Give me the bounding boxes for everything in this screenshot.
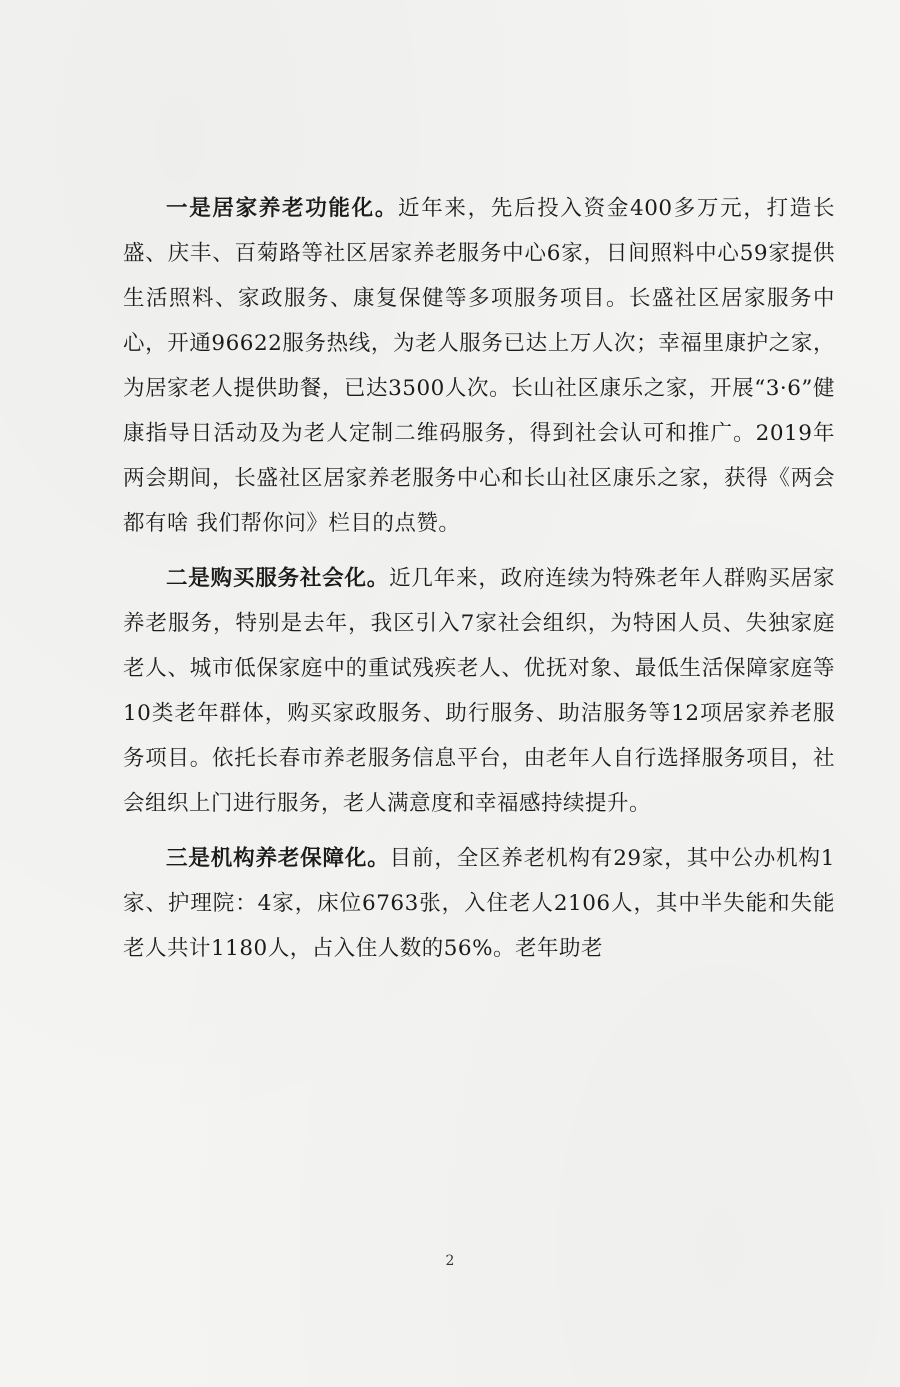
paragraph-home-care <box>123 186 835 546</box>
paragraph-purchased-services <box>123 556 835 826</box>
paragraph-body-institutional-care: 目前，全区养老机构有29家，其中公办机构1家、护理院：4家，床位6763张，入住老人2106人，其中半失能和失能老人共计1180人，占入住人数的56%。老年助老 <box>123 846 835 961</box>
paragraph-heading-institutional-care: 三是机构养老保障化。 <box>166 846 390 871</box>
page-number: 2 <box>445 1253 455 1269</box>
paragraph-heading-purchased-services: 二是购买服务社会化。 <box>166 566 390 591</box>
paragraph-body-purchased-services: 近几年来，政府连续为特殊老年人群购买居家养老服务，特别是去年，我区引入7家社会组织，为特困人员、失独家庭老人、城市低保家庭中的重试残疾老人、优抚对象、最低生活保障家庭等10类老年群体，购买家政服务、助行服务、助洁服务等12项居家养老服务项目。依托长春市养老服务信息平台，由老年人自行选择服务项目，社会组织上门进行服务，老人满意度和幸福感持续提升。 <box>123 566 835 816</box>
body-text <box>123 186 835 981</box>
paragraph-institutional-care <box>123 836 835 971</box>
paragraph-heading-home-care: 一是居家养老功能化。 <box>166 196 399 221</box>
paragraph-body-home-care: 近年来，先后投入资金400多万元，打造长盛、庆丰、百菊路等社区居家养老服务中心6家，日间照料中心59家提供生活照料、家政服务、康复保健等多项服务项目。长盛社区居家服务中心，开通96622服务热线，为老人服务已达上万人次；幸福里康护之家，为居家老人提供助餐，已达3500人次。长山社区康乐之家，开展“3·6”健康指导日活动及为老人定制二维码服务，得到社会认可和推广。2019年两会期间，长盛社区居家养老服务中心和长山社区康乐之家，获得《两会都有啥 我们帮你问》栏目的点赞。 <box>123 196 835 536</box>
